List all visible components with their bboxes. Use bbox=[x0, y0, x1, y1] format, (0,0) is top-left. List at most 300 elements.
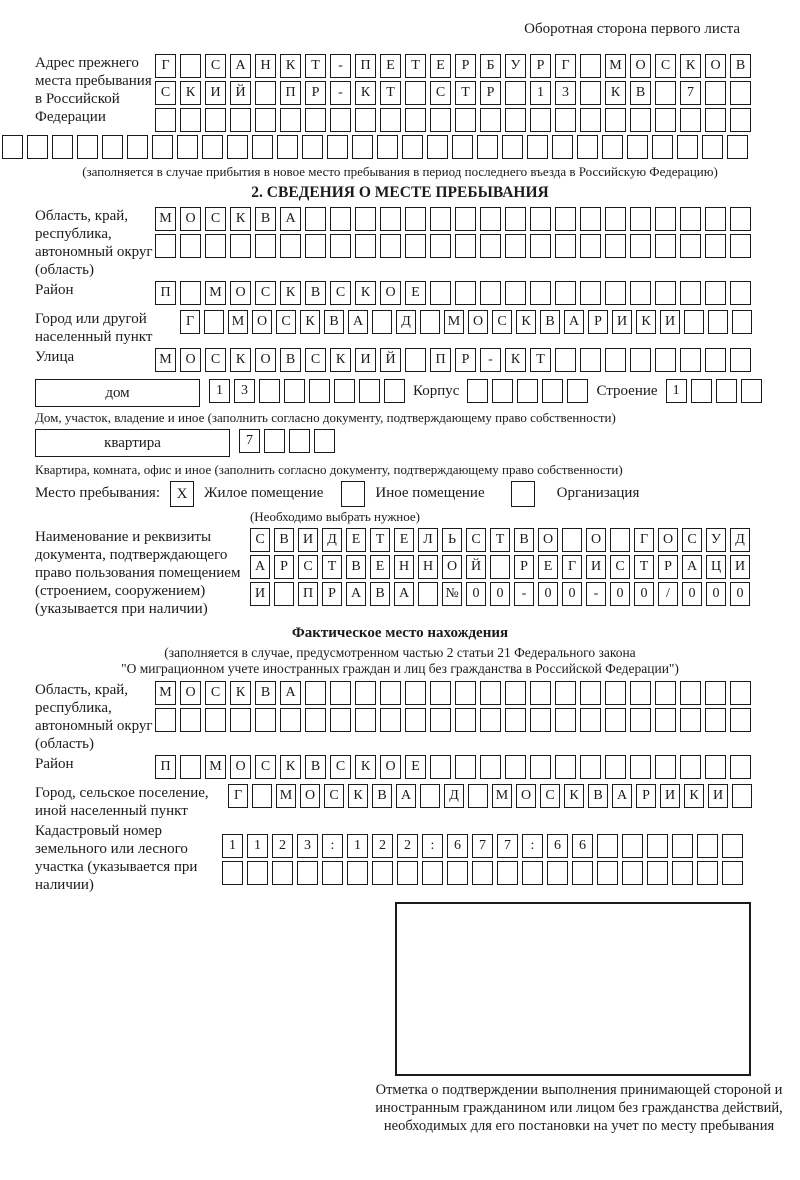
char-cell[interactable] bbox=[580, 281, 601, 305]
char-cell[interactable] bbox=[330, 681, 351, 705]
char-cell[interactable] bbox=[180, 54, 201, 78]
char-cell[interactable]: В bbox=[305, 281, 326, 305]
char-cell[interactable]: С bbox=[205, 348, 226, 372]
char-cell[interactable]: О bbox=[180, 207, 201, 231]
char-cell[interactable] bbox=[255, 81, 276, 105]
char-cell[interactable]: В bbox=[255, 207, 276, 231]
char-cell[interactable]: А bbox=[250, 555, 270, 579]
char-cell[interactable]: Т bbox=[634, 555, 654, 579]
char-cell[interactable]: В bbox=[274, 528, 294, 552]
char-cell[interactable]: Р bbox=[514, 555, 534, 579]
char-cell[interactable] bbox=[705, 81, 726, 105]
char-cell[interactable]: А bbox=[348, 310, 368, 334]
char-cell[interactable]: С bbox=[540, 784, 560, 808]
char-cell[interactable] bbox=[27, 135, 48, 159]
char-cell[interactable] bbox=[480, 681, 501, 705]
char-cell[interactable]: О bbox=[516, 784, 536, 808]
char-cell[interactable] bbox=[730, 234, 751, 258]
char-cell[interactable] bbox=[630, 281, 651, 305]
char-cell[interactable] bbox=[227, 135, 248, 159]
char-cell[interactable] bbox=[355, 207, 376, 231]
char-cell[interactable]: О bbox=[380, 281, 401, 305]
char-cell[interactable] bbox=[305, 681, 326, 705]
char-cell[interactable]: Т bbox=[455, 81, 476, 105]
char-cell[interactable] bbox=[397, 861, 418, 885]
char-cell[interactable]: - bbox=[330, 54, 351, 78]
char-cell[interactable] bbox=[652, 135, 673, 159]
char-cell[interactable] bbox=[522, 861, 543, 885]
char-cell[interactable] bbox=[622, 861, 643, 885]
char-cell[interactable]: 7 bbox=[239, 429, 260, 453]
char-cell[interactable]: А bbox=[564, 310, 584, 334]
char-cell[interactable]: Н bbox=[394, 555, 414, 579]
char-cell[interactable] bbox=[605, 681, 626, 705]
char-cell[interactable]: О bbox=[380, 755, 401, 779]
char-cell[interactable]: В bbox=[305, 755, 326, 779]
char-cell[interactable]: 7 bbox=[472, 834, 493, 858]
char-cell[interactable] bbox=[272, 861, 293, 885]
char-cell[interactable]: - bbox=[514, 582, 534, 606]
char-cell[interactable] bbox=[605, 108, 626, 132]
char-cell[interactable]: Б bbox=[480, 54, 501, 78]
char-cell[interactable]: О bbox=[230, 755, 251, 779]
char-cell[interactable]: К bbox=[684, 784, 704, 808]
char-cell[interactable]: 0 bbox=[634, 582, 654, 606]
char-cell[interactable]: И bbox=[205, 81, 226, 105]
char-cell[interactable]: М bbox=[155, 348, 176, 372]
char-cell[interactable] bbox=[684, 310, 704, 334]
char-cell[interactable] bbox=[732, 784, 752, 808]
char-cell[interactable] bbox=[180, 708, 201, 732]
char-cell[interactable] bbox=[730, 81, 751, 105]
char-cell[interactable] bbox=[455, 108, 476, 132]
char-cell[interactable] bbox=[730, 755, 751, 779]
char-cell[interactable] bbox=[372, 861, 393, 885]
char-cell[interactable] bbox=[647, 834, 668, 858]
char-cell[interactable]: 2 bbox=[397, 834, 418, 858]
char-cell[interactable] bbox=[405, 108, 426, 132]
char-cell[interactable]: А bbox=[682, 555, 702, 579]
char-cell[interactable]: М bbox=[492, 784, 512, 808]
char-cell[interactable] bbox=[530, 281, 551, 305]
char-cell[interactable] bbox=[691, 379, 712, 403]
char-cell[interactable] bbox=[259, 379, 280, 403]
char-cell[interactable]: Е bbox=[430, 54, 451, 78]
char-cell[interactable] bbox=[716, 379, 737, 403]
char-cell[interactable] bbox=[505, 207, 526, 231]
char-cell[interactable] bbox=[630, 207, 651, 231]
char-cell[interactable] bbox=[680, 755, 701, 779]
char-cell[interactable]: С bbox=[255, 755, 276, 779]
char-cell[interactable] bbox=[655, 755, 676, 779]
char-cell[interactable] bbox=[697, 834, 718, 858]
char-cell[interactable] bbox=[205, 708, 226, 732]
char-cell[interactable]: О bbox=[252, 310, 272, 334]
char-cell[interactable]: С bbox=[255, 281, 276, 305]
char-cell[interactable] bbox=[252, 135, 273, 159]
char-cell[interactable]: К bbox=[355, 755, 376, 779]
char-cell[interactable] bbox=[605, 708, 626, 732]
char-cell[interactable]: И bbox=[730, 555, 750, 579]
stay-type-checkbox-organization[interactable] bbox=[511, 481, 535, 507]
char-cell[interactable]: К bbox=[348, 784, 368, 808]
char-cell[interactable]: С bbox=[205, 681, 226, 705]
char-cell[interactable]: С bbox=[330, 281, 351, 305]
char-cell[interactable]: О bbox=[705, 54, 726, 78]
char-cell[interactable]: С bbox=[205, 54, 226, 78]
char-cell[interactable]: Р bbox=[305, 81, 326, 105]
char-cell[interactable]: К bbox=[505, 348, 526, 372]
char-cell[interactable] bbox=[647, 861, 668, 885]
char-cell[interactable]: А bbox=[394, 582, 414, 606]
char-cell[interactable]: К bbox=[180, 81, 201, 105]
char-cell[interactable] bbox=[52, 135, 73, 159]
char-cell[interactable] bbox=[405, 207, 426, 231]
char-cell[interactable] bbox=[384, 379, 405, 403]
char-cell[interactable] bbox=[477, 135, 498, 159]
char-cell[interactable]: Д bbox=[396, 310, 416, 334]
char-cell[interactable]: И bbox=[250, 582, 270, 606]
char-cell[interactable] bbox=[2, 135, 23, 159]
char-cell[interactable]: 7 bbox=[680, 81, 701, 105]
char-cell[interactable] bbox=[680, 108, 701, 132]
char-cell[interactable]: 2 bbox=[372, 834, 393, 858]
char-cell[interactable]: О bbox=[630, 54, 651, 78]
char-cell[interactable]: И bbox=[298, 528, 318, 552]
char-cell[interactable] bbox=[655, 207, 676, 231]
char-cell[interactable] bbox=[330, 708, 351, 732]
char-cell[interactable]: С bbox=[466, 528, 486, 552]
char-cell[interactable]: Е bbox=[394, 528, 414, 552]
char-cell[interactable]: О bbox=[180, 348, 201, 372]
char-cell[interactable] bbox=[605, 234, 626, 258]
char-cell[interactable] bbox=[730, 681, 751, 705]
char-cell[interactable]: К bbox=[230, 207, 251, 231]
char-cell[interactable] bbox=[255, 708, 276, 732]
char-cell[interactable] bbox=[505, 755, 526, 779]
char-cell[interactable] bbox=[430, 207, 451, 231]
char-cell[interactable]: В bbox=[370, 582, 390, 606]
char-cell[interactable] bbox=[680, 708, 701, 732]
char-cell[interactable] bbox=[530, 108, 551, 132]
char-cell[interactable] bbox=[322, 861, 343, 885]
char-cell[interactable]: Т bbox=[305, 54, 326, 78]
char-cell[interactable]: С bbox=[330, 755, 351, 779]
char-cell[interactable]: И bbox=[612, 310, 632, 334]
char-cell[interactable] bbox=[580, 681, 601, 705]
char-cell[interactable] bbox=[505, 681, 526, 705]
char-cell[interactable]: Н bbox=[418, 555, 438, 579]
char-cell[interactable] bbox=[530, 755, 551, 779]
char-cell[interactable]: Г bbox=[228, 784, 248, 808]
char-cell[interactable]: М bbox=[205, 755, 226, 779]
char-cell[interactable] bbox=[277, 135, 298, 159]
char-cell[interactable]: 0 bbox=[730, 582, 750, 606]
char-cell[interactable] bbox=[455, 681, 476, 705]
char-cell[interactable]: С bbox=[276, 310, 296, 334]
char-cell[interactable]: С bbox=[610, 555, 630, 579]
char-cell[interactable] bbox=[630, 681, 651, 705]
char-cell[interactable] bbox=[309, 379, 330, 403]
char-cell[interactable] bbox=[468, 784, 488, 808]
char-cell[interactable]: 1 bbox=[530, 81, 551, 105]
char-cell[interactable]: С bbox=[430, 81, 451, 105]
char-cell[interactable] bbox=[580, 81, 601, 105]
char-cell[interactable] bbox=[430, 708, 451, 732]
char-cell[interactable] bbox=[480, 281, 501, 305]
char-cell[interactable]: У bbox=[706, 528, 726, 552]
char-cell[interactable]: Г bbox=[155, 54, 176, 78]
char-cell[interactable]: : bbox=[522, 834, 543, 858]
char-cell[interactable]: Д bbox=[444, 784, 464, 808]
char-cell[interactable]: Й bbox=[380, 348, 401, 372]
char-cell[interactable]: Р bbox=[455, 348, 476, 372]
char-cell[interactable] bbox=[517, 379, 538, 403]
char-cell[interactable] bbox=[455, 234, 476, 258]
char-cell[interactable] bbox=[334, 379, 355, 403]
char-cell[interactable]: Е bbox=[346, 528, 366, 552]
char-cell[interactable] bbox=[610, 528, 630, 552]
char-cell[interactable] bbox=[580, 234, 601, 258]
char-cell[interactable] bbox=[502, 135, 523, 159]
char-cell[interactable]: П bbox=[430, 348, 451, 372]
char-cell[interactable]: К bbox=[330, 348, 351, 372]
char-cell[interactable] bbox=[280, 108, 301, 132]
char-cell[interactable] bbox=[705, 108, 726, 132]
char-cell[interactable] bbox=[708, 310, 728, 334]
char-cell[interactable]: С bbox=[298, 555, 318, 579]
char-cell[interactable] bbox=[530, 234, 551, 258]
char-cell[interactable]: М bbox=[605, 54, 626, 78]
char-cell[interactable] bbox=[555, 234, 576, 258]
char-cell[interactable]: Т bbox=[490, 528, 510, 552]
char-cell[interactable] bbox=[655, 681, 676, 705]
char-cell[interactable] bbox=[359, 379, 380, 403]
char-cell[interactable]: О bbox=[230, 281, 251, 305]
char-cell[interactable] bbox=[705, 234, 726, 258]
char-cell[interactable]: О bbox=[442, 555, 462, 579]
char-cell[interactable] bbox=[377, 135, 398, 159]
char-cell[interactable] bbox=[605, 207, 626, 231]
char-cell[interactable]: К bbox=[680, 54, 701, 78]
char-cell[interactable] bbox=[580, 755, 601, 779]
char-cell[interactable] bbox=[405, 234, 426, 258]
char-cell[interactable]: : bbox=[422, 834, 443, 858]
char-cell[interactable] bbox=[380, 207, 401, 231]
char-cell[interactable]: К bbox=[355, 281, 376, 305]
char-cell[interactable] bbox=[252, 784, 272, 808]
char-cell[interactable]: П bbox=[280, 81, 301, 105]
char-cell[interactable]: Е bbox=[538, 555, 558, 579]
char-cell[interactable]: О bbox=[586, 528, 606, 552]
char-cell[interactable]: К bbox=[636, 310, 656, 334]
char-cell[interactable] bbox=[597, 834, 618, 858]
char-cell[interactable] bbox=[380, 108, 401, 132]
char-cell[interactable]: К bbox=[280, 54, 301, 78]
char-cell[interactable]: Л bbox=[418, 528, 438, 552]
char-cell[interactable]: М bbox=[228, 310, 248, 334]
char-cell[interactable] bbox=[247, 861, 268, 885]
char-cell[interactable] bbox=[680, 681, 701, 705]
char-cell[interactable]: К bbox=[230, 348, 251, 372]
char-cell[interactable]: В bbox=[324, 310, 344, 334]
char-cell[interactable] bbox=[405, 681, 426, 705]
char-cell[interactable] bbox=[705, 708, 726, 732]
char-cell[interactable] bbox=[472, 861, 493, 885]
char-cell[interactable] bbox=[330, 207, 351, 231]
char-cell[interactable] bbox=[672, 861, 693, 885]
char-cell[interactable] bbox=[297, 861, 318, 885]
char-cell[interactable]: Р bbox=[636, 784, 656, 808]
char-cell[interactable] bbox=[355, 708, 376, 732]
char-cell[interactable] bbox=[705, 755, 726, 779]
char-cell[interactable]: И bbox=[660, 310, 680, 334]
char-cell[interactable] bbox=[480, 234, 501, 258]
char-cell[interactable] bbox=[155, 108, 176, 132]
char-cell[interactable] bbox=[530, 708, 551, 732]
char-cell[interactable] bbox=[204, 310, 224, 334]
char-cell[interactable]: П bbox=[155, 755, 176, 779]
char-cell[interactable] bbox=[455, 207, 476, 231]
char-cell[interactable] bbox=[630, 708, 651, 732]
char-cell[interactable] bbox=[655, 281, 676, 305]
char-cell[interactable]: 3 bbox=[297, 834, 318, 858]
char-cell[interactable] bbox=[677, 135, 698, 159]
char-cell[interactable]: Т bbox=[322, 555, 342, 579]
char-cell[interactable] bbox=[505, 108, 526, 132]
char-cell[interactable] bbox=[702, 135, 723, 159]
char-cell[interactable] bbox=[405, 348, 426, 372]
char-cell[interactable]: Ь bbox=[442, 528, 462, 552]
char-cell[interactable]: О bbox=[255, 348, 276, 372]
char-cell[interactable]: Н bbox=[255, 54, 276, 78]
char-cell[interactable]: С bbox=[682, 528, 702, 552]
char-cell[interactable]: : bbox=[322, 834, 343, 858]
char-cell[interactable] bbox=[480, 207, 501, 231]
char-cell[interactable] bbox=[680, 348, 701, 372]
char-cell[interactable] bbox=[205, 234, 226, 258]
char-cell[interactable] bbox=[555, 207, 576, 231]
char-cell[interactable] bbox=[705, 207, 726, 231]
char-cell[interactable] bbox=[355, 108, 376, 132]
char-cell[interactable] bbox=[505, 234, 526, 258]
char-cell[interactable] bbox=[655, 708, 676, 732]
char-cell[interactable]: К bbox=[355, 81, 376, 105]
char-cell[interactable] bbox=[314, 429, 335, 453]
char-cell[interactable] bbox=[430, 755, 451, 779]
char-cell[interactable] bbox=[455, 281, 476, 305]
char-cell[interactable]: К bbox=[300, 310, 320, 334]
char-cell[interactable]: 1 bbox=[666, 379, 687, 403]
char-cell[interactable] bbox=[577, 135, 598, 159]
char-cell[interactable] bbox=[562, 528, 582, 552]
char-cell[interactable] bbox=[530, 681, 551, 705]
char-cell[interactable] bbox=[380, 234, 401, 258]
char-cell[interactable] bbox=[705, 681, 726, 705]
char-cell[interactable] bbox=[505, 81, 526, 105]
char-cell[interactable] bbox=[205, 108, 226, 132]
char-cell[interactable]: О bbox=[658, 528, 678, 552]
char-cell[interactable] bbox=[230, 234, 251, 258]
char-cell[interactable] bbox=[430, 108, 451, 132]
char-cell[interactable] bbox=[572, 861, 593, 885]
char-cell[interactable] bbox=[264, 429, 285, 453]
char-cell[interactable] bbox=[622, 834, 643, 858]
char-cell[interactable]: Р bbox=[588, 310, 608, 334]
char-cell[interactable]: К bbox=[230, 681, 251, 705]
char-cell[interactable]: А bbox=[280, 681, 301, 705]
char-cell[interactable]: П bbox=[355, 54, 376, 78]
char-cell[interactable]: С bbox=[250, 528, 270, 552]
char-cell[interactable] bbox=[180, 108, 201, 132]
char-cell[interactable] bbox=[305, 708, 326, 732]
char-cell[interactable]: Т bbox=[370, 528, 390, 552]
char-cell[interactable] bbox=[630, 234, 651, 258]
char-cell[interactable] bbox=[655, 348, 676, 372]
char-cell[interactable]: Е bbox=[380, 54, 401, 78]
char-cell[interactable] bbox=[580, 207, 601, 231]
char-cell[interactable] bbox=[274, 582, 294, 606]
char-cell[interactable]: Д bbox=[322, 528, 342, 552]
char-cell[interactable]: 6 bbox=[447, 834, 468, 858]
char-cell[interactable]: С bbox=[492, 310, 512, 334]
char-cell[interactable] bbox=[555, 681, 576, 705]
char-cell[interactable] bbox=[330, 108, 351, 132]
char-cell[interactable] bbox=[380, 708, 401, 732]
char-cell[interactable] bbox=[455, 708, 476, 732]
char-cell[interactable]: В bbox=[540, 310, 560, 334]
char-cell[interactable]: И bbox=[708, 784, 728, 808]
char-cell[interactable] bbox=[430, 281, 451, 305]
stay-type-checkbox-other[interactable] bbox=[341, 481, 365, 507]
char-cell[interactable] bbox=[255, 234, 276, 258]
char-cell[interactable]: 1 bbox=[347, 834, 368, 858]
char-cell[interactable]: Т bbox=[380, 81, 401, 105]
char-cell[interactable] bbox=[327, 135, 348, 159]
char-cell[interactable]: Д bbox=[730, 528, 750, 552]
char-cell[interactable] bbox=[255, 108, 276, 132]
char-cell[interactable] bbox=[418, 582, 438, 606]
char-cell[interactable] bbox=[480, 108, 501, 132]
char-cell[interactable] bbox=[730, 708, 751, 732]
char-cell[interactable]: 3 bbox=[234, 379, 255, 403]
char-cell[interactable] bbox=[480, 708, 501, 732]
char-cell[interactable] bbox=[420, 310, 440, 334]
char-cell[interactable]: А bbox=[280, 207, 301, 231]
char-cell[interactable] bbox=[102, 135, 123, 159]
char-cell[interactable] bbox=[732, 310, 752, 334]
char-cell[interactable]: 0 bbox=[610, 582, 630, 606]
char-cell[interactable]: О bbox=[468, 310, 488, 334]
char-cell[interactable] bbox=[630, 755, 651, 779]
char-cell[interactable] bbox=[580, 708, 601, 732]
char-cell[interactable]: В bbox=[280, 348, 301, 372]
char-cell[interactable]: Р bbox=[455, 54, 476, 78]
char-cell[interactable]: 3 bbox=[555, 81, 576, 105]
char-cell[interactable] bbox=[542, 379, 563, 403]
char-cell[interactable] bbox=[527, 135, 548, 159]
char-cell[interactable]: М bbox=[155, 207, 176, 231]
char-cell[interactable] bbox=[280, 708, 301, 732]
char-cell[interactable] bbox=[330, 234, 351, 258]
char-cell[interactable] bbox=[302, 135, 323, 159]
char-cell[interactable]: 6 bbox=[547, 834, 568, 858]
char-cell[interactable] bbox=[490, 555, 510, 579]
char-cell[interactable]: С bbox=[324, 784, 344, 808]
char-cell[interactable] bbox=[730, 348, 751, 372]
char-cell[interactable]: 0 bbox=[466, 582, 486, 606]
char-cell[interactable]: 2 bbox=[272, 834, 293, 858]
